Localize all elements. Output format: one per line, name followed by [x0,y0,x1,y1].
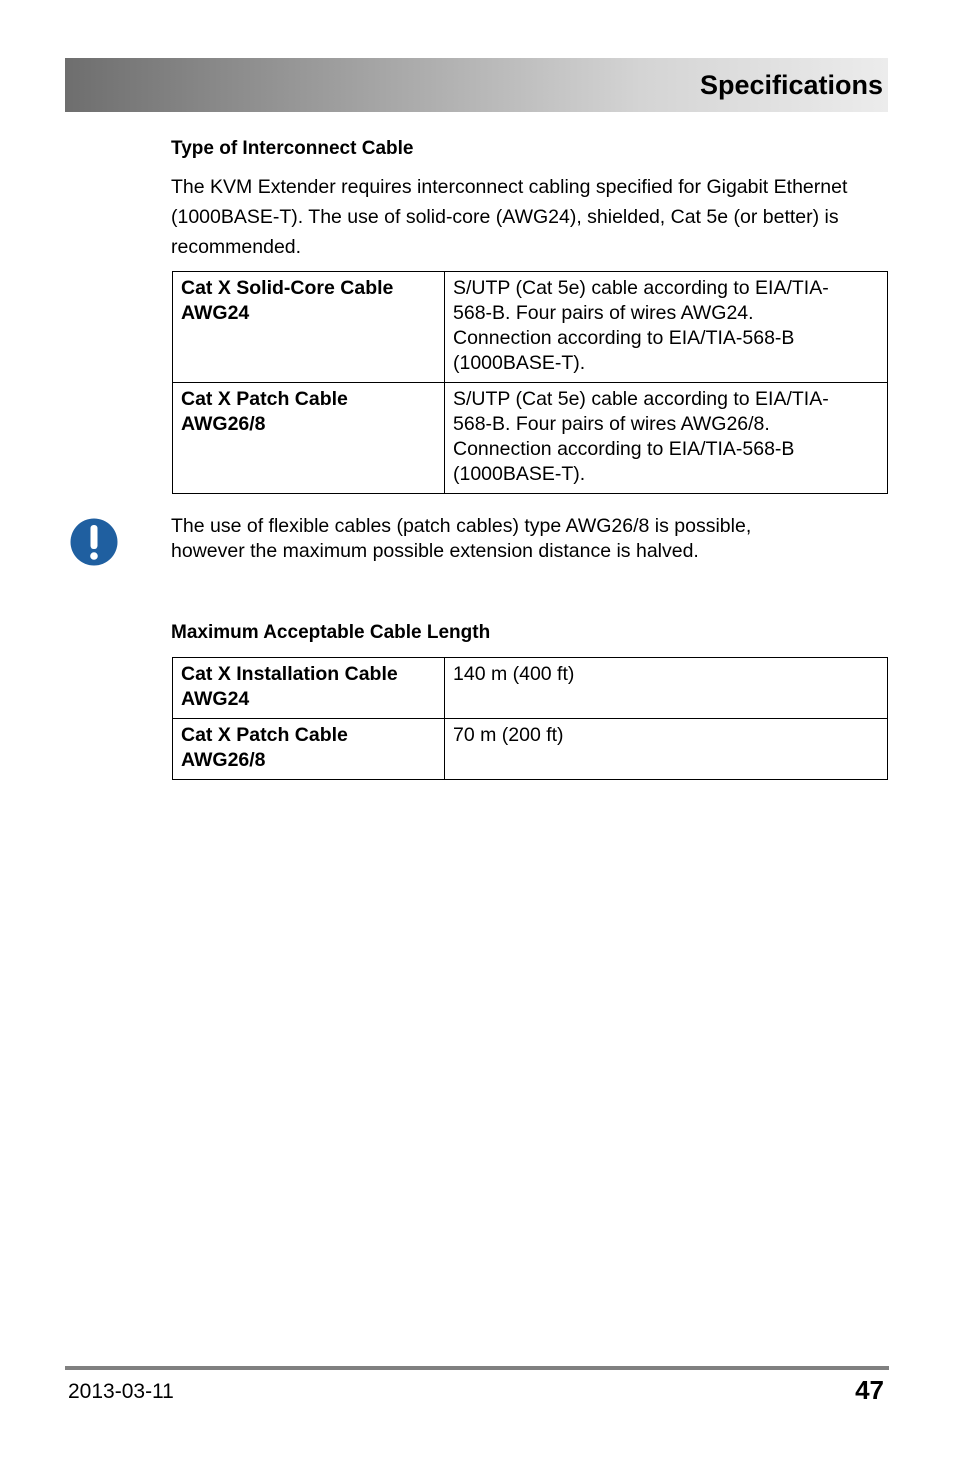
interconnect-cable-table [172,271,888,494]
cable-description-line: S/UTP (Cat 5e) cable according to EIA/TIA- [453,388,829,410]
section-heading-cable-length: Maximum Acceptable Cable Length [171,622,491,643]
cable-description-cell [445,272,888,383]
cable-description-cell [445,383,888,494]
cable-length-table [172,657,888,780]
cable-type-gauge: AWG26/8 [181,413,266,435]
cable-length-value: 140 m (400 ft) [445,658,888,719]
cable-description-line: Connection according to EIA/TIA-568-B [453,438,795,460]
table-row [173,272,888,383]
notice-line: however the maximum possible extension distance is halved. [171,540,699,562]
footer-divider [65,1366,889,1370]
page-title: Specifications [699,70,883,100]
table-row [173,719,888,780]
cable-description-line: S/UTP (Cat 5e) cable according to EIA/TIA- [453,277,829,299]
cable-type-name: Cat X Patch Cable [181,388,348,410]
cable-type-gauge: AWG24 [181,302,250,324]
notice-text [171,514,871,564]
table-row [173,383,888,494]
intro-paragraph: The KVM Extender requires interconnect cabling specified for Gigabit Ethernet (1000BASE-T). The use of solid-core (AWG24), shielded, Cat 5e (or better) is recommended. [171,176,848,258]
cable-description-line: 568-B. Four pairs of wires AWG24. [453,302,754,324]
cable-description-line: 568-B. Four pairs of wires AWG26/8. [453,413,770,435]
section-heading-interconnect: Type of Interconnect Cable [171,138,414,159]
cable-description-line: (1000BASE-T). [453,352,586,374]
cable-type-gauge: AWG26/8 [181,749,266,771]
cable-type-cell [173,272,445,383]
notice-line: The use of flexible cables (patch cables) type AWG26/8 is possible, [171,515,752,537]
cable-type-name: Cat X Installation Cable [181,663,398,685]
cable-type-cell [173,383,445,494]
header-band [65,58,888,112]
cable-type-name: Cat X Patch Cable [181,724,348,746]
footer-date: 2013-03-11 [68,1380,174,1403]
cable-type-cell [173,658,445,719]
cable-type-gauge: AWG24 [181,688,250,710]
cable-length-value: 70 m (200 ft) [445,719,888,780]
exclamation-icon [70,518,118,566]
cable-type-cell [173,719,445,780]
cable-type-name: Cat X Solid-Core Cable [181,277,394,299]
cable-description-line: (1000BASE-T). [453,463,586,485]
table-row [173,658,888,719]
page-number: 47 [855,1375,884,1405]
cable-description-line: Connection according to EIA/TIA-568-B [453,327,795,349]
